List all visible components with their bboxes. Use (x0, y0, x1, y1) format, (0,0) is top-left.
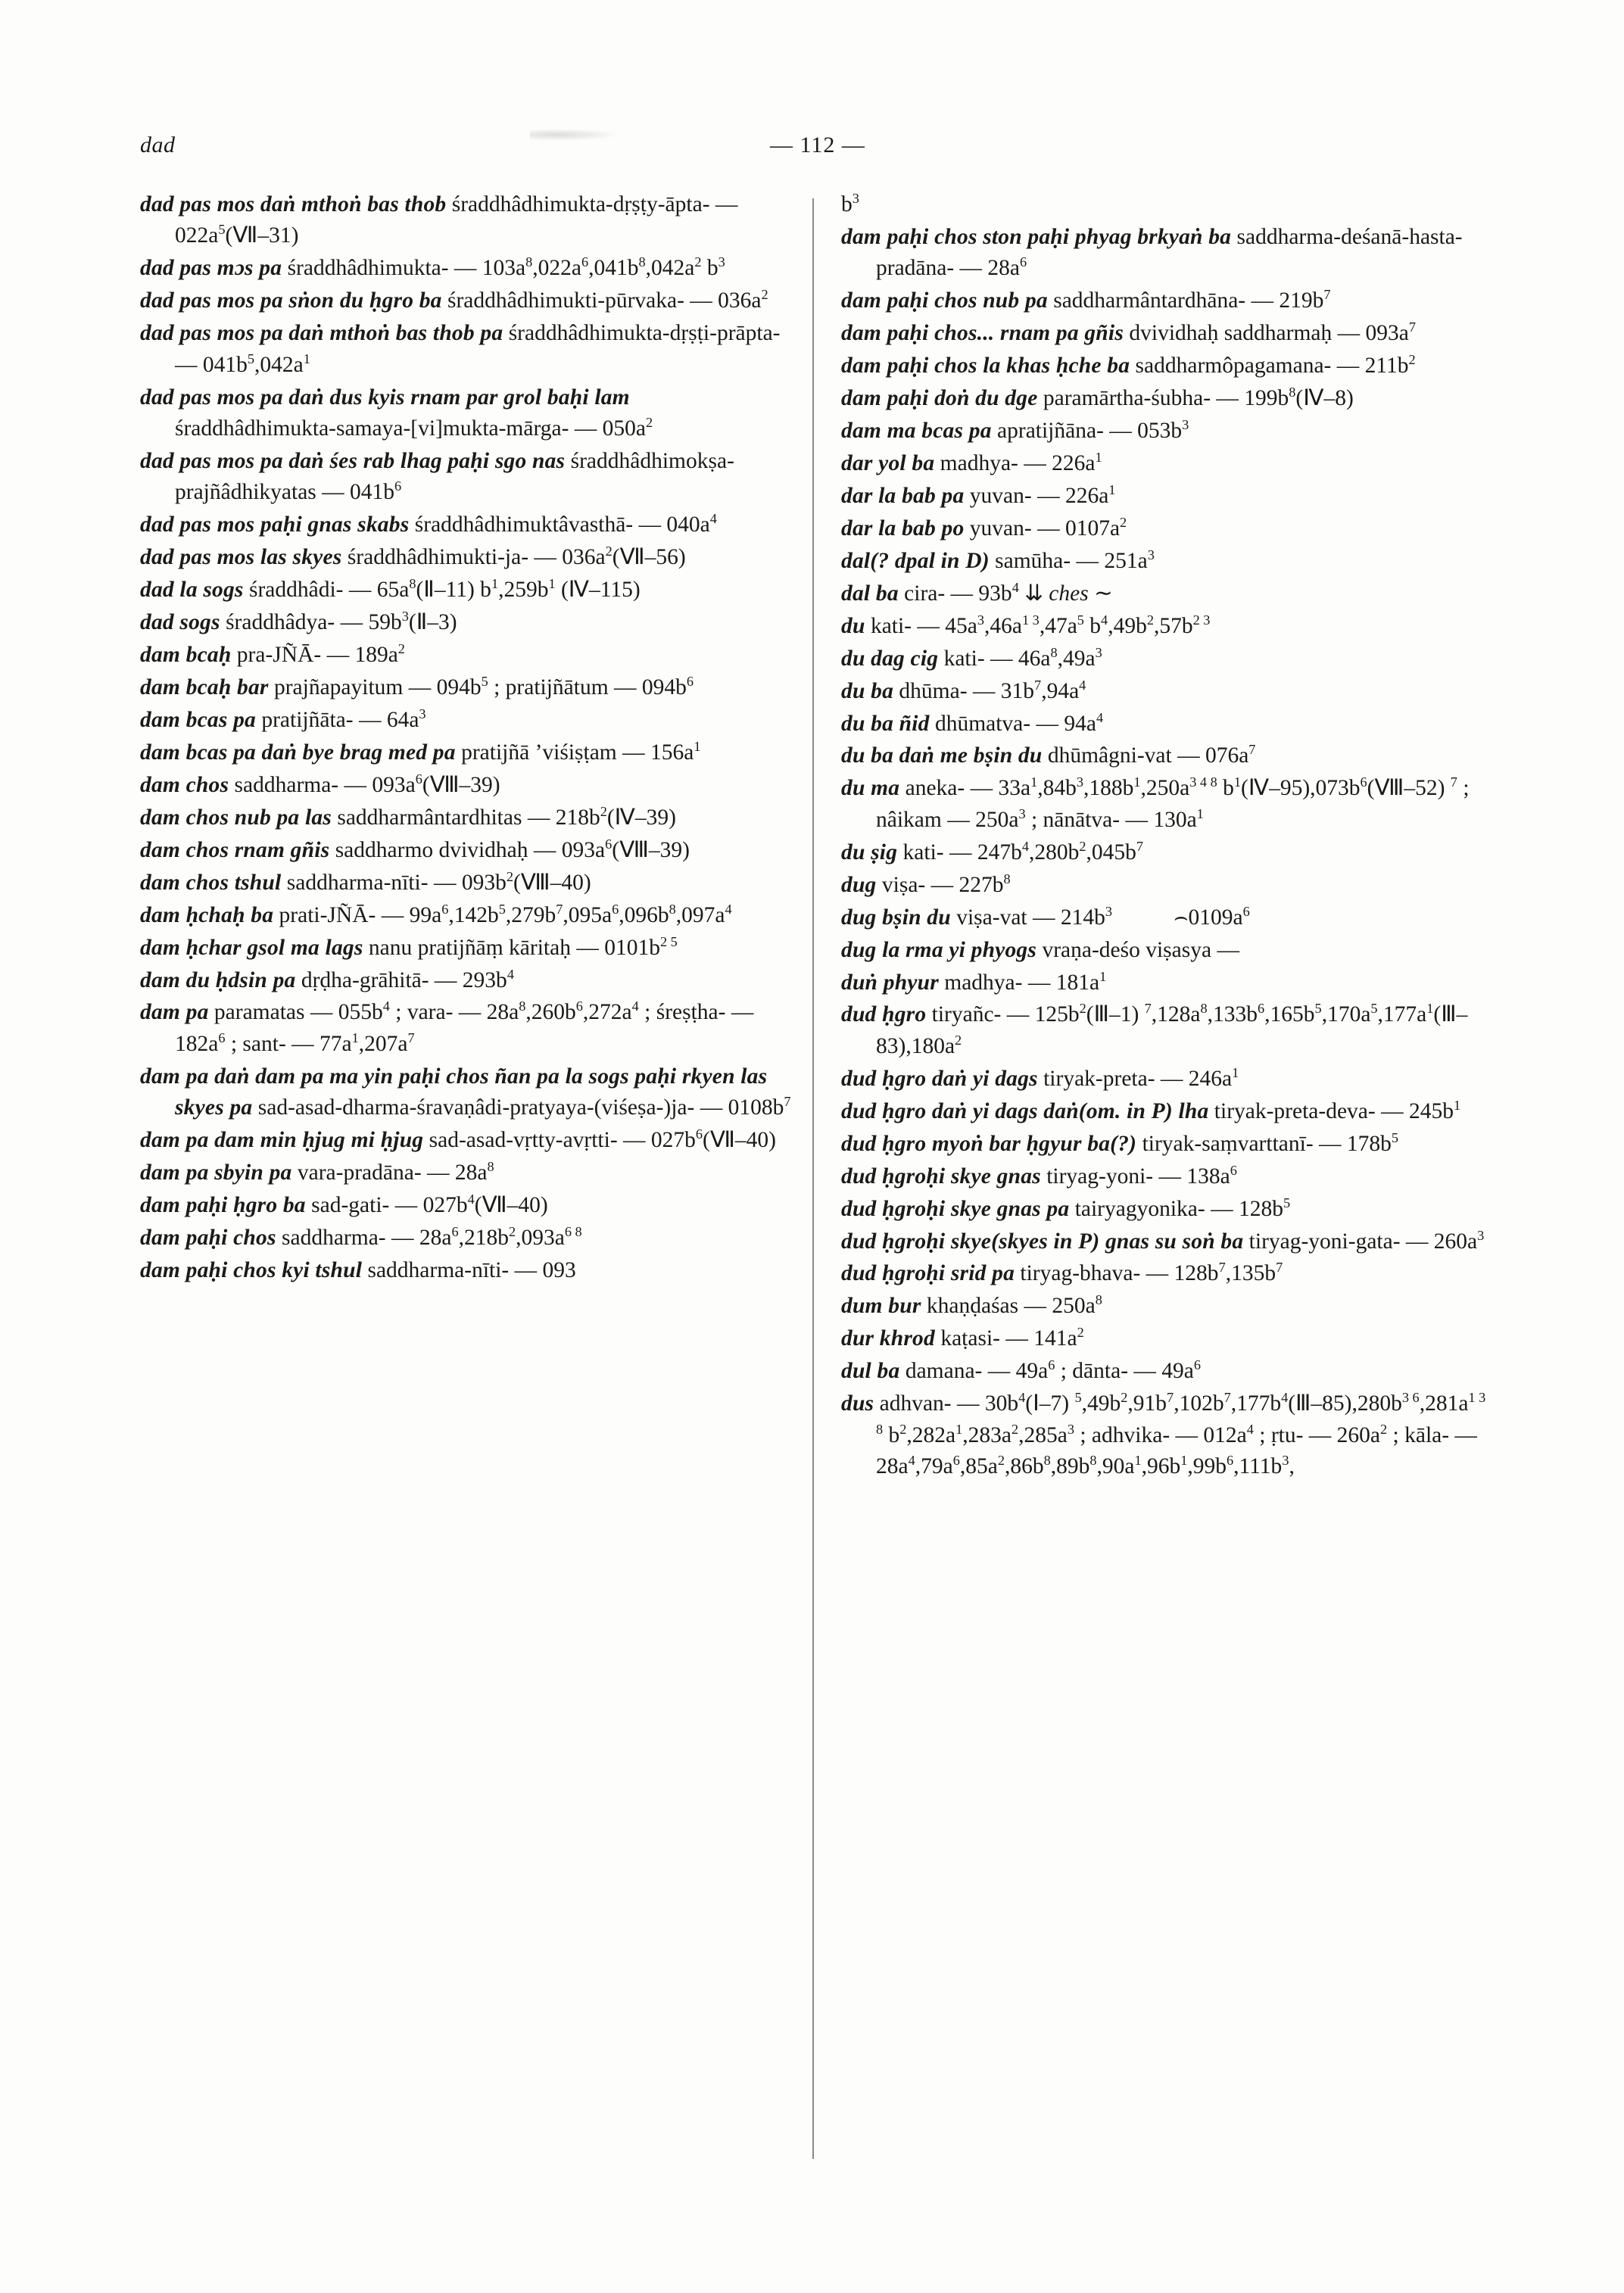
dictionary-entry (140, 900, 794, 931)
dictionary-entry (841, 709, 1495, 740)
entry-headword: dam chos tshul (140, 870, 282, 895)
dictionary-entry (841, 935, 1495, 966)
entry-headword: du ma (841, 776, 900, 801)
entry-gloss: yuvan- — $226a^1$ (969, 482, 1116, 508)
entry-gloss: vraṇa-deśo viṣasya — (1042, 937, 1239, 962)
entry-headword: dud ḥgroḥi skye(skyes in P) gnɑs su soṅ ba (841, 1229, 1244, 1254)
entry-gloss: dhūmâgni-vat — $076a^7$ (1047, 742, 1256, 768)
entry-gloss: $b^3$ (841, 191, 859, 217)
entry-gloss: sad-asad-dharma-śravaṇâdi-pratyaya-(viśeṣa-)ja- — $0108b^7$ (257, 1094, 791, 1120)
dictionary-entry (841, 1291, 1495, 1322)
column-right (841, 189, 1495, 1484)
entry-headword: du dag cig (841, 646, 939, 671)
entry-headword: dad pas mos paḥi gnɑs skabs (140, 512, 410, 537)
text-columns (140, 189, 1495, 1484)
entry-gloss: kati- — $45a^3,46a^{1 3},47a^5$ $b^4,49b^2,57b^{2 3}$ (870, 612, 1211, 638)
entry-gloss: yuvan- — $0107a^2$ (969, 515, 1127, 541)
dictionary-entry (841, 1356, 1495, 1387)
entry-gloss: pratijñāta- — $64a^3$ (261, 706, 426, 732)
dictionary-entry (841, 481, 1495, 512)
entry-gloss: kati- — $46a^8,49a^3$ (943, 644, 1102, 671)
entry-gloss: saddharma-nīti- — $093b^2(Ⅷ-40)$ (286, 868, 591, 895)
dictionary-entry (140, 640, 794, 671)
entry-gloss: saddharmo dvividhaḥ — $093a^6(Ⅷ-39)$ (335, 836, 690, 862)
entry-gloss: dhūma- — $31b^7,94a^4$ (899, 677, 1086, 703)
entry-headword: dam chos nub pa las (140, 805, 332, 830)
entry-gloss: cira- — $93b^4$ ⇊ ches ∼ (904, 579, 1113, 606)
entry-gloss: prati-JÑĀ- — $99a^6,142b^5,279b^7,095a^6,096b^8,097a^4$ (279, 901, 732, 927)
entry-headword: dad pas mos pa daṅ dus kyis rnam par grol baḥi lam (140, 385, 630, 410)
entry-headword: dad sogs (140, 610, 220, 635)
entry-headword: dam paḥi chos la khas ḥche ba (841, 354, 1130, 379)
entry-headword: dal(? dpal in D) (841, 548, 990, 573)
entry-gloss: samūha- — $251a^3$ (995, 547, 1155, 573)
entry-gloss: vara-pradāna- — $28a^8$ (297, 1159, 494, 1185)
entry-gloss: śraddhâdhimukta-dṛṣṭy-āpta- — $022a^5(Ⅶ-31)$ (175, 192, 738, 248)
entry-headword: dad pas mos pa daṅ śes rab lhag paḥi sgo nas (140, 449, 566, 473)
dictionary-entry (140, 189, 794, 252)
entry-gloss: śraddhâdhimukta- — $103a^8,022a^6,041b^8,042a^2$ $b^3$ (287, 254, 725, 281)
dictionary-entry (841, 1194, 1495, 1225)
entry-headword: du ba ñid (841, 711, 930, 736)
entry-gloss: adhvan- — $30b^4(Ⅰ-7)$ $^5,49b^2,91b^7,102b^7,177b^4(Ⅲ-85),280b^{3 6},281a^{1 3 8}$ $b^2,282a^1,283a^2,285a^3$ ; adhvika- — $012a^4$ ; ṛtu- — $260a^2$ ; kāla- — $28a^4,79a^6,85a^2,86b^8,89b^8,90a^1,96b^1,99b^6,111b^3$, (876, 1390, 1486, 1479)
dictionary-entry (140, 1223, 794, 1254)
entry-headword: dam bcas pa daṅ bye brag med pa (140, 740, 456, 765)
entry-gloss: madhya- — $226a^1$ (940, 450, 1102, 475)
entry-gloss: saddharma-deśanā-hasta-pradāna- — $28a^6$ (876, 224, 1463, 281)
entry-headword: dug bṣin du (841, 905, 951, 930)
entry-gloss: śraddhâdhimukti-ja- — $036a^2(Ⅶ-56)$ (347, 544, 686, 570)
entry-headword: dam bcas pa (140, 708, 256, 732)
dictionary-entry (140, 1157, 794, 1189)
entry-gloss: damana- — $49a^6$ ; dānta- — $49a^6$ (905, 1357, 1201, 1384)
entry-headword: dud ḥgro daṅ yi dags (841, 1066, 1038, 1091)
dictionary-entry (140, 318, 794, 381)
dictionary-entry (841, 676, 1495, 707)
dictionary-entry (140, 933, 794, 964)
dictionary-entry (841, 578, 1495, 609)
entry-gloss: saddharma-nīti- — 093 (367, 1257, 576, 1282)
dictionary-entry (841, 870, 1495, 901)
dictionary-entry (140, 705, 794, 736)
dictionary-entry (140, 737, 794, 768)
entry-headword: dam paḥi ḥgro ba (140, 1193, 306, 1218)
entry-gloss: tiryañc- — $125b^2(Ⅲ-1)$ $^7,128a^8,133b^6,165b^5,170a^5,177a^1(Ⅲ-83),180a^2$ (876, 1001, 1468, 1058)
dictionary-entry (841, 416, 1495, 447)
entry-headword: dad pas mos pa sṅon du ḥgro ba (140, 288, 442, 313)
dictionary-entry (841, 611, 1495, 642)
entry-headword: dam ma bcas pa (841, 419, 992, 444)
dictionary-entry (140, 835, 794, 866)
entry-gloss: saddharma- — $28a^6,218b^2,093a^{6 8}$ (282, 1224, 582, 1250)
dictionary-entry (841, 448, 1495, 479)
dictionary-entry (140, 868, 794, 899)
entry-headword: dam paḥi chos kyi tshul (140, 1257, 363, 1282)
dictionary-entry (841, 285, 1495, 316)
entry-headword: dar yol ba (841, 451, 935, 475)
entry-gloss: saddharma- — $093a^6(Ⅷ-39)$ (234, 771, 500, 797)
entry-gloss: pra-JÑĀ- — $189a^2$ (236, 641, 405, 668)
entry-headword: dam pa sbyin pa (140, 1161, 292, 1185)
entry-gloss: tiryak-preta- — $246a^1$ (1043, 1064, 1239, 1091)
entry-headword: dam ḥchaḥ ba (140, 902, 274, 927)
dictionary-entry (140, 997, 794, 1060)
dictionary-entry (841, 1323, 1495, 1354)
entry-headword: dam pa (140, 1000, 209, 1025)
entry-gloss: viṣa- — $227b^8$ (881, 871, 1011, 897)
dictionary-entry (841, 643, 1495, 675)
dictionary-entry (841, 967, 1495, 999)
dictionary-entry (841, 1226, 1495, 1257)
entry-headword: dud ḥgroḥi skye gnas pa (841, 1196, 1070, 1221)
dictionary-entry (841, 902, 1495, 933)
entry-headword: dad pas mos daṅ mthoṅ bas thob (140, 192, 447, 217)
column-left (140, 189, 794, 1484)
entry-headword: dar la bab pa (841, 483, 965, 508)
dictionary-entry (140, 1125, 794, 1156)
entry-gloss: śraddhâdhimokṣa-prajñâdhikyatas — $041b^6$ (175, 449, 734, 505)
dictionary-entry (140, 509, 794, 541)
entry-gloss: tiryag-bhava- — $128b^7,135b^7$ (1020, 1260, 1283, 1286)
dictionary-entry (140, 672, 794, 703)
entry-gloss: paramatas — $055b^4$ ; vara- — $28a^8,260b^6,272a^4$ ; śreṣṭha- — $182a^6$ ; sant- — $77a^1,207a^7$ (175, 999, 754, 1056)
entry-gloss: śraddhâdya- — $59b^3(Ⅱ-3)$ (226, 609, 457, 635)
dictionary-entry (841, 999, 1495, 1062)
entry-headword: duṅ phyur (841, 970, 939, 995)
entry-gloss: kaṭasi- — $141a^2$ (940, 1325, 1084, 1351)
entry-gloss: dṛḍha-grāhitā- — $293b^4$ (301, 966, 514, 992)
entry-headword: du (841, 613, 865, 638)
page-number: — 112 — (770, 132, 865, 157)
dictionary-entry (841, 318, 1495, 349)
entry-headword: dud ḥgro daṅ yi dags daṅ(om. in P) lha (841, 1098, 1209, 1123)
entry-headword: dam paḥi chos (140, 1226, 276, 1250)
entry-headword: dug la rma yi phyogs (841, 937, 1037, 962)
dictionary-entry (841, 1258, 1495, 1289)
entry-headword: dam bcaḥ (140, 643, 232, 668)
entry-gloss: aneka- — $33a^1,84b^3,188b^1,250a^{3 4 8}$ $b^1(Ⅳ-95),073b^6(Ⅷ-52)$ $^7$ ; nâikam — $250a^3$ ; nānātva- — $130a^1$ (876, 774, 1470, 832)
dictionary-entry (841, 350, 1495, 382)
entry-headword: dus (841, 1391, 874, 1416)
entry-headword: dam pa dam min ḥjug mi ḥjug (140, 1128, 424, 1153)
entry-gloss: śraddhâdi- — $65a^8(Ⅱ-11)$ $b^1,259b^1$ (Ⅳ–115) (248, 576, 641, 603)
entry-headword: dum bur (841, 1294, 921, 1319)
entry-headword: dud ḥgroḥi srid pa (841, 1261, 1015, 1286)
dictionary-entry (841, 513, 1495, 544)
entry-headword: dad pas mos las skyes (140, 545, 342, 570)
dictionary-entry (841, 546, 1495, 577)
dictionary-entry (140, 1190, 794, 1221)
entry-gloss: apratijñāna- — $053b^3$ (997, 417, 1189, 444)
entry-headword: dar la bab po (841, 516, 965, 541)
dictionary-entry (140, 1255, 794, 1286)
dictionary-entry (140, 965, 794, 996)
entry-headword: dam chos rnam gñis (140, 837, 330, 862)
dictionary-entry (140, 802, 794, 833)
entry-headword: dud ḥgroḥi skye gnas (841, 1164, 1041, 1189)
entry-headword: dud ḥgro myoṅ bar ḥgyur ba(?) (841, 1131, 1137, 1156)
entry-gloss: madhya- — $181a^1$ (944, 968, 1107, 995)
entry-gloss: śraddhâdhimukta-dṛṣṭi-prāpta- — $041b^5,042a^1$ (175, 321, 781, 377)
dictionary-entry (841, 773, 1495, 836)
entry-headword: dam paḥi doṅ du dge (841, 386, 1038, 411)
entry-headword: dam paḥi chos ston paḥi phyag brkyaṅ ba (841, 224, 1232, 249)
dictionary-entry (140, 446, 794, 509)
entry-headword: dad la sogs (140, 578, 244, 603)
entry-headword: dad pas mɔs pa (140, 256, 282, 281)
dictionary-entry (841, 1064, 1495, 1095)
entry-headword: dam du ḥdsin pa (140, 967, 296, 992)
entry-headword: dam chos (140, 772, 229, 797)
dictionary-entry (140, 575, 794, 606)
dictionary-entry (140, 382, 794, 445)
dictionary-entry (140, 542, 794, 573)
entry-headword: du ba (841, 678, 894, 703)
entry-gloss: prajñapayitum — $094b^5$ ; pratijñātum — $094b^6$ (273, 674, 694, 700)
entry-gloss: tairyagyonika- — $128b^5$ (1074, 1195, 1291, 1221)
dictionary-entry (140, 1061, 794, 1124)
entry-gloss: śraddhâdhimukti-pūrvaka- — $036a^2$ (447, 287, 768, 313)
dictionary-entry (841, 189, 1495, 220)
entry-headword: dal ba (841, 581, 899, 606)
entry-gloss: nanu pratijñāṃ kāritaḥ — $0101b^{2 5}$ (368, 933, 678, 960)
entry-gloss: paramārtha-śubha- — $199b^8(Ⅳ-8)$ (1043, 385, 1354, 411)
entry-gloss: saddharmântardhāna- — $219b^7$ (1053, 287, 1331, 313)
entry-headword: dam paḥi chos... rnam pa gñis (841, 321, 1124, 346)
dictionary-entry (841, 383, 1495, 414)
entry-headword: du ṣig (841, 840, 898, 865)
entry-headword: dad pas mos pa daṅ mthoṅ bas thob pa (140, 321, 503, 346)
entry-gloss: pratijñā ’viśiṣṭam — $156a^1$ (461, 739, 701, 765)
entry-gloss: śraddhâdhimuktâvasthā- — $040a^4$ (414, 511, 717, 537)
entry-gloss: tiryag-yoni-gata- — $260a^3$ (1248, 1227, 1485, 1254)
dictionary-entry (140, 285, 794, 316)
entry-gloss: dvividhaḥ saddharmaḥ — $093a^7$ (1129, 319, 1417, 346)
entry-gloss: kati- — $247b^4,280b^2,045b^7$ (902, 838, 1144, 865)
dictionary-entry (841, 740, 1495, 771)
running-head: dad (140, 132, 176, 157)
entry-headword: dam pa daṅ dam pa ma yin paḥi chos ñan pa la sogs paḥi rkyen las skyes pa (140, 1064, 768, 1120)
entry-gloss: sad-asad-vṛtty-avṛtti- — $027b^6(Ⅶ-40)$ (429, 1126, 776, 1153)
entry-gloss: sad-gati- — $027b^4(Ⅶ-40)$ (311, 1192, 548, 1218)
entry-gloss: dhūmatva- — $94a^4$ (934, 709, 1104, 736)
dictionary-entry (841, 1129, 1495, 1160)
entry-headword: dur khrod (841, 1326, 935, 1351)
entry-headword: dam paḥi chos nub pa (841, 288, 1048, 313)
page-header (140, 132, 1495, 163)
entry-headword: du ba daṅ me bṣin du (841, 743, 1043, 768)
entry-headword: dug (841, 872, 877, 897)
entry-headword: dul ba (841, 1359, 900, 1384)
dictionary-entry (841, 1096, 1495, 1127)
entry-headword: dud ḥgro (841, 1002, 927, 1027)
entry-headword: dam ḥchar gsol ma lags (140, 935, 363, 960)
entry-gloss: saddharmôpagamana- — $211b^2$ (1135, 352, 1416, 379)
entry-gloss: saddharmântardhitas — $218b^2(Ⅳ-39)$ (337, 803, 676, 830)
entry-gloss: tiryak-preta-deva- — $245b^1$ (1214, 1097, 1461, 1123)
entry-headword: dam bcaḥ bar (140, 675, 269, 700)
dictionary-entry (140, 253, 794, 284)
dictionary-entry (140, 770, 794, 801)
dictionary-entry (841, 837, 1495, 868)
entry-gloss: tiryag-yoni- — $138a^6$ (1046, 1162, 1237, 1189)
dictionary-entry (841, 222, 1495, 285)
dictionary-entry (841, 1161, 1495, 1192)
entry-gloss: tiryak-saṃvarttanī- — $178b^5$ (1142, 1129, 1399, 1156)
dictionary-entry (140, 607, 794, 638)
entry-gloss: viṣa-vat — $214b^3$ $⌢0109a^6$ (956, 903, 1250, 930)
entry-gloss: śraddhâdhimukta-samaya-[vi]mukta-mārga- — $050a^2$ (175, 415, 653, 441)
entry-gloss: khaṇḍaśas — $250a^8$ (926, 1292, 1102, 1319)
dictionary-entry (841, 1388, 1495, 1482)
